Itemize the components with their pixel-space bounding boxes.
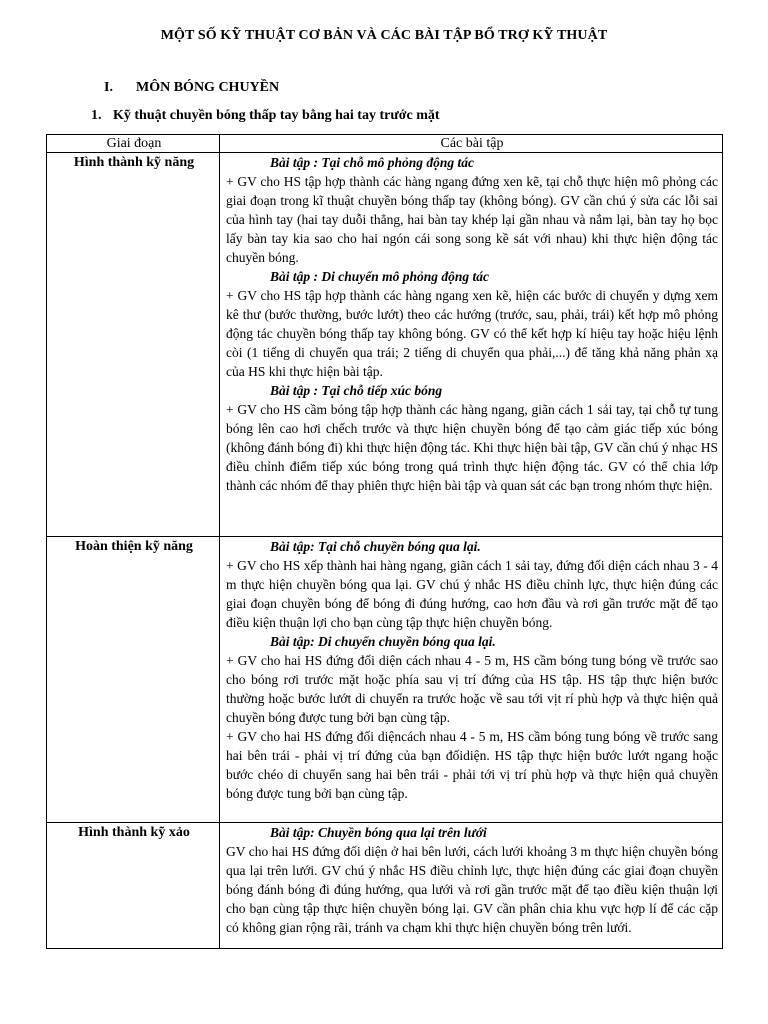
table-header <box>47 135 723 153</box>
table-row <box>47 537 723 823</box>
exercises-cell <box>220 823 723 949</box>
exercise-paragraph: + GV cho hai HS đứng đối diện cách nhau 4 - 5 m, HS cầm bóng tung bóng về trước sao cho bóng rơi trước mặt hoặc phía sau vị trí đứng của HS tập. HS tập thực hiện bước thường hoặc bước lướt di chuyển ra trước hoặc về sau tới vịt rí phù hợp và thực hiện quả chuyền bóng được tung bởi bạn cùng tập. <box>226 653 718 725</box>
exercise-paragraph: + GV cho HS tập hợp thành các hàng ngang xen kẽ, hiện các bước di chuyển y dựng xem kê thư (bước thường, bước lướt) theo các hướng (trước, sau, phải, trái) kết hợp mô phỏng động tác chuyền bóng thấp tay không bóng. GV có thể kết hợp kí hiệu tay hoặc hiệu lệnh còi (1 tiếng di chuyển qua trái; 2 tiếng di chuyển qua phải,...) để tăng khả năng phản xạ của HS khi thực hiện bài tập. <box>226 288 718 379</box>
subsection-heading <box>91 108 440 124</box>
table-body <box>47 153 723 949</box>
exercise-paragraph: + GV cho HS xếp thành hai hàng ngang, giãn cách 1 sải tay, đứng đối diện cách nhau 3 - 4 m thực hiện chuyền bóng qua lại. GV chú ý nhắc HS điều chỉnh lực, thực hiện đúng các giai đoạn chuyền bóng để bóng đi đúng hướng, cao hơn đầu và rơi gần trước mặt để tạo điều kiện thuận lợi cho bạn cùng tập thực hiện chuyền bóng. <box>226 558 718 630</box>
phase-cell: Hoàn thiện kỹ năng <box>47 537 220 823</box>
exercise-title: Bài tập : Tại chỗ tiếp xúc bóng <box>270 383 443 398</box>
header-row <box>47 135 723 153</box>
page-title: MỘT SỐ KỸ THUẬT CƠ BẢN VÀ CÁC BÀI TẬP BỔ TRỢ KỸ THUẬT <box>160 28 608 43</box>
exercise-table <box>46 134 723 949</box>
subsection-number: 1. <box>91 108 102 123</box>
header-exercises: Các bài tập <box>220 135 723 153</box>
section-number: I. <box>104 80 113 95</box>
exercise-paragraph: + GV cho HS cầm bóng tập hợp thành các hàng ngang, giãn cách 1 sải tay, tại chỗ tự tung bóng lên cao hơi chếch trước và thực hiện chuyền bóng để tạo cảm giác tiếp xúc bóng (không đánh bóng đi) khi thực hiện động tác. Khi thực hiện bài tập, GV cần chú ý nhạc HS điều chỉnh điểm tiếp xúc bóng trong quá trình thực hiện động tác. GV có thể chia lớp thành các nhóm để thay phiên thực hiện bài tập và quan sát các bạn trong nhóm thực hiện. <box>226 402 718 493</box>
table-row <box>47 823 723 949</box>
exercises-cell <box>220 537 723 823</box>
exercise-paragraph: + GV cho HS tập hợp thành các hàng ngang đứng xen kẽ, tại chỗ thực hiện mô phỏng các giai đoạn trong kĩ thuật chuyền bóng thấp tay (không bóng). GV cần chú ý sửa các lỗi sai của hình tay (hai tay duỗi thẳng, hai bàn tay khép lại gần nhau và nắm lại, bàn tay họ bọc lấy bàn tay kia sao cho hai ngón cái song song kề sát với nhau) khi thực hiện động tác chuyền bóng. <box>226 174 718 265</box>
exercises-cell <box>220 153 723 537</box>
section-heading <box>104 80 279 96</box>
header-phase: Giai đoạn <box>47 135 220 153</box>
exercise-title: Bài tập: Chuyền bóng qua lại trên lưới <box>270 825 487 840</box>
table-row <box>47 153 723 537</box>
exercise-paragraph: GV cho hai HS đứng đối diện ở hai bên lưới, cách lưới khoảng 3 m thực hiện chuyền bóng qua lại trên lưới. GV chú ý nhắc HS điều chỉnh lực, thực hiện đúng các giai đoạn chuyền bóng đánh bóng đi đúng hướng, qua lưới và rơi gần trước mặt để tạo điều kiện thuận lợi cho bạn cùng tập thực hiện chuyền bóng lại. GV cần phân chia khu vực hợp lí để các cặp có không gian rộng rãi, tránh va chạm khi thực hiện chuyền bóng trên lưới. <box>226 844 718 935</box>
exercise-title: Bài tập : Di chuyển mô phỏng động tác <box>270 269 490 284</box>
phase-cell: Hình thành kỹ xảo <box>47 823 220 949</box>
subsection-title: Kỹ thuật chuyền bóng thấp tay bằng hai tay trước mặt <box>113 108 440 123</box>
exercise-title: Bài tập: Di chuyển chuyền bóng qua lại. <box>270 634 496 649</box>
exercise-title: Bài tập: Tại chỗ chuyền bóng qua lại. <box>270 539 481 554</box>
section-title: MÔN BÓNG CHUYỀN <box>136 80 280 95</box>
exercise-paragraph: + GV cho hai HS đứng đối diệncách nhau 4 - 5 m, HS cầm bóng tung bóng về trước sang hai bên trái - phải vị trí đứng của bạn đốidiện. HS tập thực hiện bước lướt ngang hoặc bước chéo di chuyển sang hai bên trái - phải tới vị trí phù hợp và thực hiện quả chuyền bóng được tung bởi bạn cùng tập. <box>226 729 718 801</box>
exercise-title: Bài tập : Tại chỗ mô phỏng động tác <box>270 155 475 170</box>
phase-cell: Hình thành kỹ năng <box>47 153 220 537</box>
